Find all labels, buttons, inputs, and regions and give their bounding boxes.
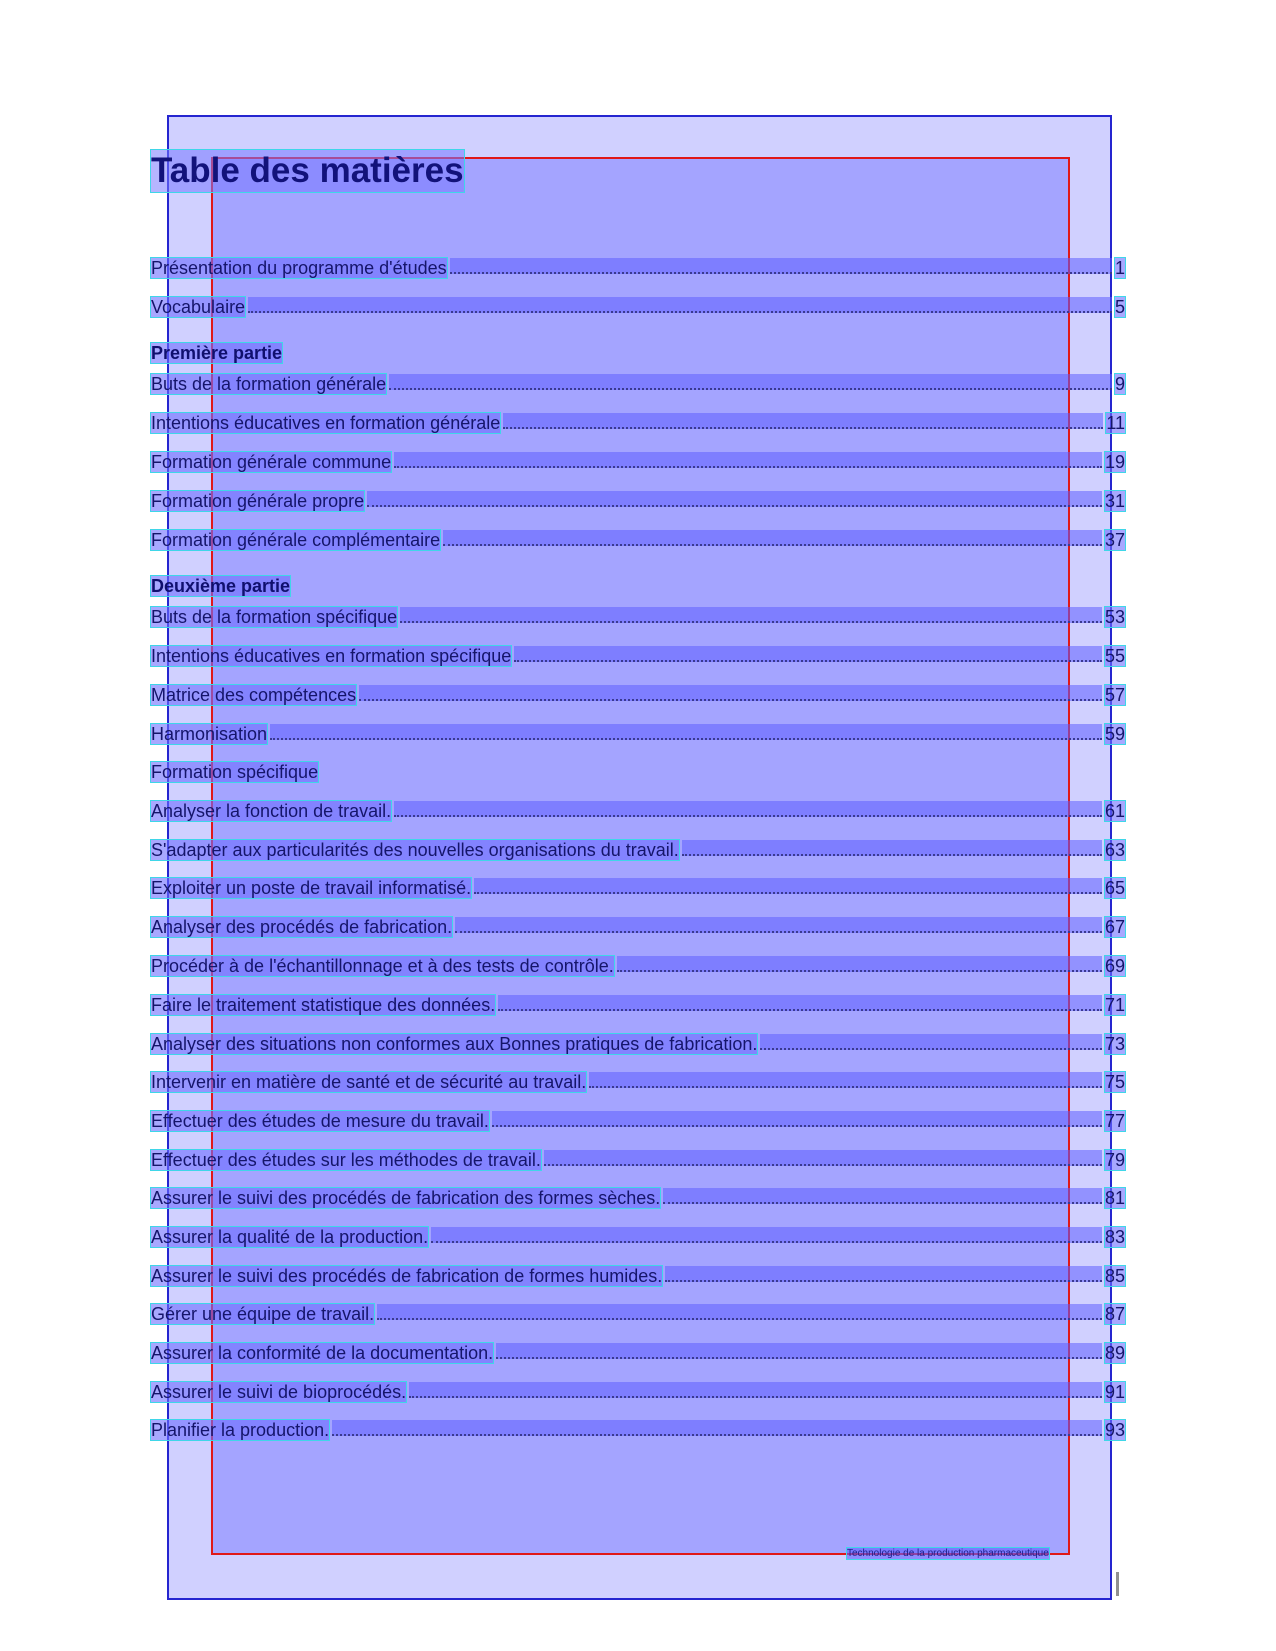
section-heading: Première partie [151,343,283,363]
toc-entry-page-number: 69 [1104,956,1125,976]
toc-entry[interactable] [151,607,1125,627]
toc-entry[interactable] [151,530,1125,550]
toc-entry[interactable] [151,413,1125,433]
toc-entry-label: Buts de la formation spécifique [151,607,398,627]
toc-entry-page-number: 75 [1104,1072,1125,1092]
dot-leader [503,413,1103,429]
section-heading: Deuxième partie [151,576,291,596]
toc-entry[interactable] [151,1034,1125,1054]
toc-entry-page-number: 63 [1104,840,1125,860]
toc-entry-page-number: 37 [1104,530,1125,550]
dot-leader [492,1111,1102,1127]
toc-entry-page-number: 93 [1104,1420,1125,1440]
toc-entry[interactable] [151,1150,1125,1170]
toc-entry-label: Exploiter un poste de travail informatisé. [151,878,472,898]
toc-entry-page-number: 83 [1104,1227,1125,1247]
dot-leader [394,452,1102,468]
toc-entry-label: Planifier la production. [151,1420,330,1440]
margin-mark [1116,1572,1119,1596]
toc-entry-label: Assurer la qualité de la production. [151,1227,429,1247]
toc-entry[interactable] [151,878,1125,898]
dot-leader [514,646,1102,662]
page-footer: Technologie de la production pharmaceutique [847,1548,1049,1559]
dot-leader [409,1382,1102,1398]
dot-leader [367,491,1102,507]
toc-entry[interactable] [151,1343,1125,1363]
toc-entry[interactable] [151,1111,1125,1131]
dot-leader [332,1420,1102,1436]
dot-leader [443,530,1102,546]
dot-leader [431,1227,1102,1243]
toc-entry[interactable] [151,646,1125,666]
toc-entry[interactable] [151,1188,1125,1208]
dot-leader [617,956,1102,972]
toc-entry-label: Effectuer des études sur les méthodes de travail. [151,1150,541,1170]
toc-entry-label: Analyser des situations non conformes aux Bonnes pratiques de fabrication. [151,1034,758,1054]
toc-entry-label: Formation générale complémentaire [151,530,441,550]
dot-leader [496,1343,1102,1359]
toc-entry[interactable] [151,1382,1125,1402]
toc-entry-label: Buts de la formation générale [151,374,387,394]
toc-entry-label: Effectuer des études de mesure du travail. [151,1111,489,1131]
dot-leader [544,1150,1102,1166]
toc-entry-label: Intervenir en matière de santé et de sécurité au travail. [151,1072,587,1092]
toc-entry[interactable] [151,1304,1125,1324]
toc-entry-page-number: 5 [1114,297,1125,317]
dot-leader [400,607,1102,623]
toc-entry-label: Assurer le suivi des procédés de fabrication des formes sèches. [151,1188,661,1208]
toc-entry[interactable] [151,685,1125,705]
toc-entry-page-number: 73 [1104,1034,1125,1054]
toc-entry[interactable] [151,956,1125,976]
toc-entry-label: Formation générale propre [151,491,365,511]
toc-entry-page-number: 71 [1104,995,1125,1015]
toc-entry-page-number: 19 [1104,452,1125,472]
toc-entry-label: Procéder à de l'échantillonnage et à des tests de contrôle. [151,956,614,976]
dot-leader [760,1034,1102,1050]
toc-entry-page-number: 77 [1104,1111,1125,1131]
toc-entry-page-number: 87 [1104,1304,1125,1324]
toc-entry-label: Assurer la conformité de la documentation. [151,1343,494,1363]
toc-entry[interactable] [151,1266,1125,1286]
dot-leader [665,1266,1102,1282]
toc-entry-page-number: 67 [1104,917,1125,937]
toc-entry-page-number: 81 [1104,1188,1125,1208]
toc-entry-page-number: 9 [1114,374,1125,394]
subsection-heading: Formation spécifique [151,762,319,782]
dot-leader [663,1188,1102,1204]
toc-entry-page-number: 79 [1104,1150,1125,1170]
toc-entry-page-number: 61 [1104,801,1125,821]
dot-leader [498,995,1102,1011]
toc-entry-label: Intentions éducatives en formation spécifique [151,646,512,666]
toc-entry-label: Gérer une équipe de travail. [151,1304,375,1324]
toc-entry[interactable] [151,1072,1125,1092]
dot-leader [474,878,1102,894]
toc-entry-label: Analyser des procédés de fabrication. [151,917,453,937]
toc-entry[interactable] [151,995,1125,1015]
toc-entry-label: Intentions éducatives en formation générale [151,413,501,433]
dot-leader [270,724,1102,740]
toc-entry-label: Matrice des compétences [151,685,357,705]
toc-entry-label: Analyser la fonction de travail. [151,801,392,821]
dot-leader [682,840,1102,856]
toc-entry[interactable] [151,374,1125,394]
toc-entry-label: Harmonisation [151,724,268,744]
toc-entry-page-number: 65 [1104,878,1125,898]
toc-entry[interactable] [151,801,1125,821]
toc-entry-page-number: 55 [1104,646,1125,666]
toc-entry[interactable] [151,297,1125,317]
toc-entry-page-number: 1 [1114,258,1125,278]
toc-entry-page-number: 11 [1106,413,1125,433]
toc-entry-label: Assurer le suivi des procédés de fabrication de formes humides. [151,1266,663,1286]
toc-entry[interactable] [151,917,1125,937]
toc-entry-label: Assurer le suivi de bioprocédés. [151,1382,407,1402]
dot-leader [377,1304,1102,1320]
toc-entry[interactable] [151,724,1125,744]
toc-entry-page-number: 91 [1104,1382,1125,1402]
toc-entry-label: Faire le traitement statistique des données. [151,995,496,1015]
toc-entry-label: S'adapter aux particularités des nouvelles organisations du travail. [151,840,679,860]
dot-leader [394,801,1102,817]
toc-entry[interactable] [151,1420,1125,1440]
toc-entry-page-number: 31 [1104,491,1125,511]
toc-entry-page-number: 85 [1104,1266,1125,1286]
toc-entry-label: Présentation du programme d'études [151,258,447,278]
dot-leader [248,297,1112,313]
toc-entry-page-number: 57 [1104,685,1125,705]
toc-entry-page-number: 89 [1104,1343,1125,1363]
toc-entry[interactable] [151,1227,1125,1247]
toc-entry-label: Formation générale commune [151,452,392,472]
dot-leader [389,374,1112,390]
dot-leader [589,1072,1102,1088]
toc-entry-page-number: 59 [1104,724,1125,744]
toc-entry[interactable] [151,491,1125,511]
toc-entry-page-number: 53 [1104,607,1125,627]
dot-leader [359,685,1102,701]
dot-leader [455,917,1102,933]
toc-entry[interactable] [151,840,1125,860]
toc-entry[interactable] [151,452,1125,472]
dot-leader [450,258,1112,274]
toc-entry[interactable] [151,258,1125,278]
toc-entry-label: Vocabulaire [151,297,246,317]
page-title: Table des matières [151,151,464,190]
